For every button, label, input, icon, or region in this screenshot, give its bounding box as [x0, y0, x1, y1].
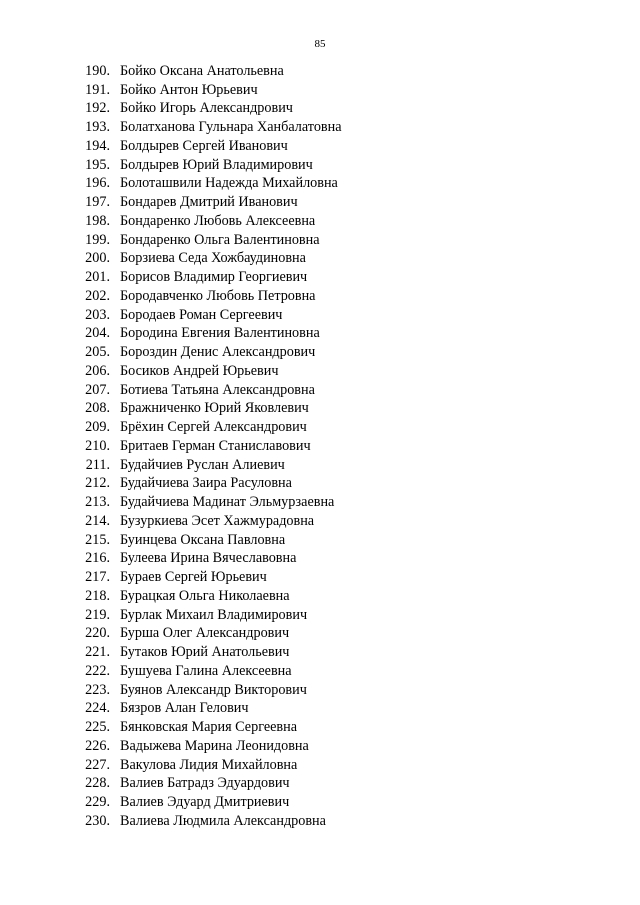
list-item: [0, 193, 640, 212]
list-item: [0, 756, 640, 775]
list-item-name: Бурша Олег Александрович: [120, 625, 290, 642]
list-item-number: 190.: [85, 62, 110, 79]
list-item: [0, 812, 640, 831]
list-item-number: 204.: [85, 325, 110, 342]
list-item: [0, 775, 640, 794]
list-item-name: Буянов Александр Викторович: [120, 681, 307, 698]
list-item-number: 224.: [85, 700, 110, 717]
list-item-number: 213.: [85, 494, 110, 511]
list-item-name: Болоташвили Надежда Михайловна: [120, 175, 338, 192]
list-item-number: 215.: [85, 531, 110, 548]
list-item-name: Бородавченко Любовь Петровна: [120, 287, 316, 304]
list-item-name: Болдырев Сергей Иванович: [120, 137, 288, 154]
list-item-number: 211.: [85, 456, 110, 473]
list-item-number: 198.: [85, 212, 110, 229]
list-item: [0, 306, 640, 325]
list-item-name: Бражниченко Юрий Яковлевич: [120, 400, 309, 417]
list-item-name: Бурацкая Ольга Николаевна: [120, 587, 290, 604]
list-item: [0, 118, 640, 137]
list-item-number: 196.: [85, 175, 110, 192]
list-item-number: 195.: [85, 156, 110, 173]
list-item: [0, 362, 640, 381]
list-item-name: Ботиева Татьяна Александровна: [120, 381, 315, 398]
list-item: [0, 418, 640, 437]
list-item: [0, 700, 640, 719]
list-item-name: Болдырев Юрий Владимирович: [120, 156, 313, 173]
list-item-name: Бондаренко Ольга Валентиновна: [120, 231, 320, 248]
list-item-number: 209.: [85, 419, 110, 436]
list-item-name: Бондаренко Любовь Алексеевна: [120, 212, 316, 229]
list-item-number: 208.: [85, 400, 110, 417]
list-item: [0, 718, 640, 737]
list-item: [0, 662, 640, 681]
list-item-number: 194.: [85, 137, 110, 154]
list-item-number: 206.: [85, 362, 110, 379]
list-item-number: 217.: [85, 569, 110, 586]
list-item-name: Борзиева Седа Хожбаудиновна: [120, 250, 306, 267]
list-item: [0, 175, 640, 194]
list-item-name: Буинцева Оксана Павловна: [120, 531, 286, 548]
list-item: [0, 793, 640, 812]
list-item: [0, 437, 640, 456]
list-item-number: 226.: [85, 737, 110, 754]
list-item-number: 199.: [85, 231, 110, 248]
list-item-number: 193.: [85, 119, 110, 136]
list-item: [0, 550, 640, 569]
list-item-name: Вадыжева Марина Леонидовна: [120, 737, 309, 754]
list-item-number: 218.: [85, 587, 110, 604]
list-item-number: 223.: [85, 681, 110, 698]
list-item: [0, 400, 640, 419]
list-item-name: Бритаев Герман Станиславович: [120, 437, 311, 454]
list-item-number: 191.: [85, 81, 110, 98]
list-item-name: Бойко Антон Юрьевич: [120, 81, 258, 98]
list-item-number: 221.: [85, 644, 110, 661]
list-item-name: Бородаев Роман Сергеевич: [120, 306, 283, 323]
list-item: [0, 100, 640, 119]
list-item: [0, 643, 640, 662]
list-item-number: 202.: [85, 287, 110, 304]
list-item-name: Бондарев Дмитрий Иванович: [120, 194, 298, 211]
list-item-name: Борисов Владимир Георгиевич: [120, 269, 308, 286]
list-item: [0, 287, 640, 306]
list-item-name: Бянковская Мария Сергеевна: [120, 719, 298, 736]
list-item-number: 229.: [85, 794, 110, 811]
list-item-number: 212.: [85, 475, 110, 492]
list-item-name: Бязров Алан Гелович: [120, 700, 249, 717]
list-item-name: Будайчиева Мадинат Эльмурзаевна: [120, 494, 335, 511]
list-item: [0, 156, 640, 175]
list-item-number: 222.: [85, 662, 110, 679]
list-item-number: 200.: [85, 250, 110, 267]
list-item-name: Булеева Ирина Вячеславовна: [120, 550, 297, 567]
list-item-number: 227.: [85, 756, 110, 773]
list-item-name: Бузуркиева Эсет Хажмурадовна: [120, 512, 315, 529]
list-item: [0, 231, 640, 250]
list-item: [0, 62, 640, 81]
list-item-number: 216.: [85, 550, 110, 567]
list-item: [0, 587, 640, 606]
list-item-name: Будайчиева Заира Расуловна: [120, 475, 292, 492]
list-item: [0, 512, 640, 531]
list-item: [0, 81, 640, 100]
list-item: [0, 343, 640, 362]
list-item-number: 220.: [85, 625, 110, 642]
list-item: [0, 681, 640, 700]
list-item-number: 230.: [85, 812, 110, 829]
list-item-name: Бурлак Михаил Владимирович: [120, 606, 308, 623]
list-item: [0, 737, 640, 756]
list-item: [0, 250, 640, 269]
list-item-name: Бураев Сергей Юрьевич: [120, 569, 267, 586]
list-item-number: 214.: [85, 512, 110, 529]
list-item-number: 205.: [85, 344, 110, 361]
list-item-number: 197.: [85, 194, 110, 211]
list-item-number: 228.: [85, 775, 110, 792]
list-item: [0, 606, 640, 625]
list-item-name: Бойко Оксана Анатольевна: [120, 62, 284, 79]
list-item-name: Валиева Людмила Александровна: [120, 812, 326, 829]
list-item-number: 203.: [85, 306, 110, 323]
list-item-name: Бойко Игорь Александрович: [120, 100, 293, 117]
list-item: [0, 531, 640, 550]
list-item-number: 219.: [85, 606, 110, 623]
list-item-name: Бородина Евгения Валентиновна: [120, 325, 320, 342]
list-item: [0, 456, 640, 475]
list-item-number: 210.: [85, 437, 110, 454]
list-item: [0, 137, 640, 156]
list-item-name: Валиев Эдуард Дмитриевич: [120, 794, 290, 811]
list-item: [0, 475, 640, 494]
list-item-name: Бутаков Юрий Анатольевич: [120, 644, 290, 661]
list-item: [0, 212, 640, 231]
name-list: [0, 62, 640, 831]
list-item: [0, 625, 640, 644]
list-item-number: 207.: [85, 381, 110, 398]
list-item-number: 225.: [85, 719, 110, 736]
list-item: [0, 568, 640, 587]
list-item-number: 192.: [85, 100, 110, 117]
list-item-name: Бороздин Денис Александрович: [120, 344, 316, 361]
list-item-name: Вакулова Лидия Михайловна: [120, 756, 298, 773]
list-item-name: Болатханова Гульнара Ханбалатовна: [120, 119, 342, 136]
list-item-name: Будайчиев Руслан Алиевич: [120, 456, 285, 473]
list-item-name: Валиев Батрадз Эдуардович: [120, 775, 290, 792]
list-item-name: Босиков Андрей Юрьевич: [120, 362, 279, 379]
list-item: [0, 325, 640, 344]
list-item-number: 201.: [85, 269, 110, 286]
list-item: [0, 381, 640, 400]
page-number: 85: [314, 38, 326, 50]
list-item: [0, 268, 640, 287]
list-item: [0, 493, 640, 512]
list-item-name: Брёхин Сергей Александрович: [120, 419, 307, 436]
list-item-name: Бушуева Галина Алексеевна: [120, 662, 292, 679]
